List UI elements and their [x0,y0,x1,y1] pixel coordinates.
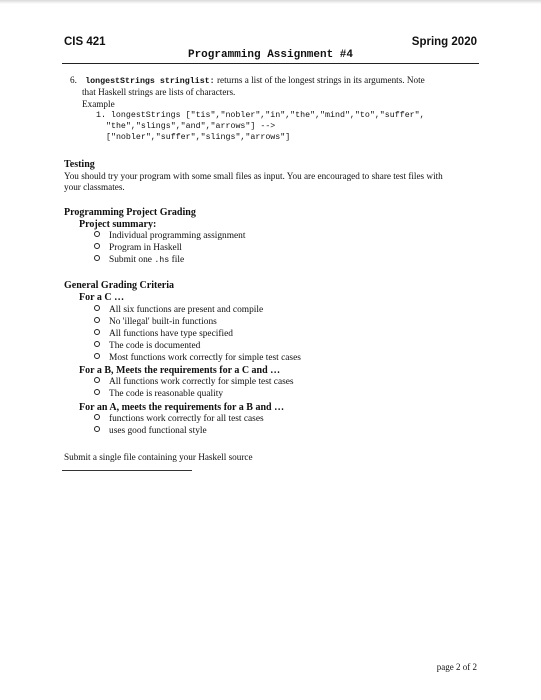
file-extension: .hs [154,256,170,265]
bullet-icon [94,377,100,383]
bullet-icon [94,353,100,359]
criteria-item: Most functions work correctly for simple test cases [94,353,301,364]
criteria-item: functions work correctly for all test cases [94,414,264,425]
grade-c-heading: For a C … [79,292,125,303]
example-label: Example [82,99,115,109]
item-description: returns a list of the longest strings in its arguments. Note [216,75,425,85]
item-6-line [70,75,425,87]
example-code-line-3: ["nobler","suffer","slings","arrows"] [106,133,291,142]
criteria-item: All six functions are present and compile [94,305,263,316]
criteria-item: No 'illegal' built-in functions [94,317,217,328]
page-number: page 2 of 2 [436,662,477,672]
example-code-line-1: 1. longestStrings ["tis","nobler","in","the","mind","to","suffer", [96,111,425,120]
criteria-item: uses good functional style [94,426,207,437]
testing-text-line-1: You should try your program with some small files as input. You are encouraged to share test files with [64,171,443,181]
bullet-icon [94,329,100,335]
term: Spring 2020 [411,36,477,48]
grading-heading: Programming Project Grading [64,207,196,218]
bullet-icon [94,305,100,311]
function-signature: longestStrings stringlist: [85,77,215,86]
criteria-item: The code is reasonable quality [94,389,223,400]
bullet-icon [94,389,100,395]
item-number: 6. [70,75,77,85]
example-code-line-2: "the","slings","and","arrows"] --> [106,122,276,131]
criteria-heading: General Grading Criteria [64,280,174,291]
page-title: Programming Assignment #4 [187,49,354,61]
bullet-icon [94,414,100,420]
footer-divider [62,470,192,471]
testing-heading: Testing [64,159,95,170]
bullet-icon [94,243,100,249]
header-divider [62,63,479,64]
summary-item: Individual programming assignment [94,231,245,242]
bullet-icon [94,426,100,432]
bullet-icon [94,255,100,261]
page-top-edge [0,0,541,4]
bullet-icon [94,341,100,347]
course-code: CIS 421 [64,36,106,48]
criteria-item: All functions have type specified [94,329,233,340]
testing-text-line-2: your classmates. [64,182,125,192]
grade-b-heading: For a B, Meets the requirements for a C and … [79,365,281,376]
submit-instruction: Submit a single file containing your Haskell source [64,452,253,462]
item-description-cont: that Haskell strings are lists of characters. [82,87,236,97]
summary-item: Program in Haskell [94,243,182,254]
criteria-item: The code is documented [94,341,200,352]
summary-heading: Project summary: [79,219,157,230]
grade-a-heading: For an A, meets the requirements for a B and … [79,402,285,413]
summary-item: Submit one .hs file [94,255,184,266]
bullet-icon [94,317,100,323]
criteria-item: All functions work correctly for simple test cases [94,377,294,388]
bullet-icon [94,231,100,237]
